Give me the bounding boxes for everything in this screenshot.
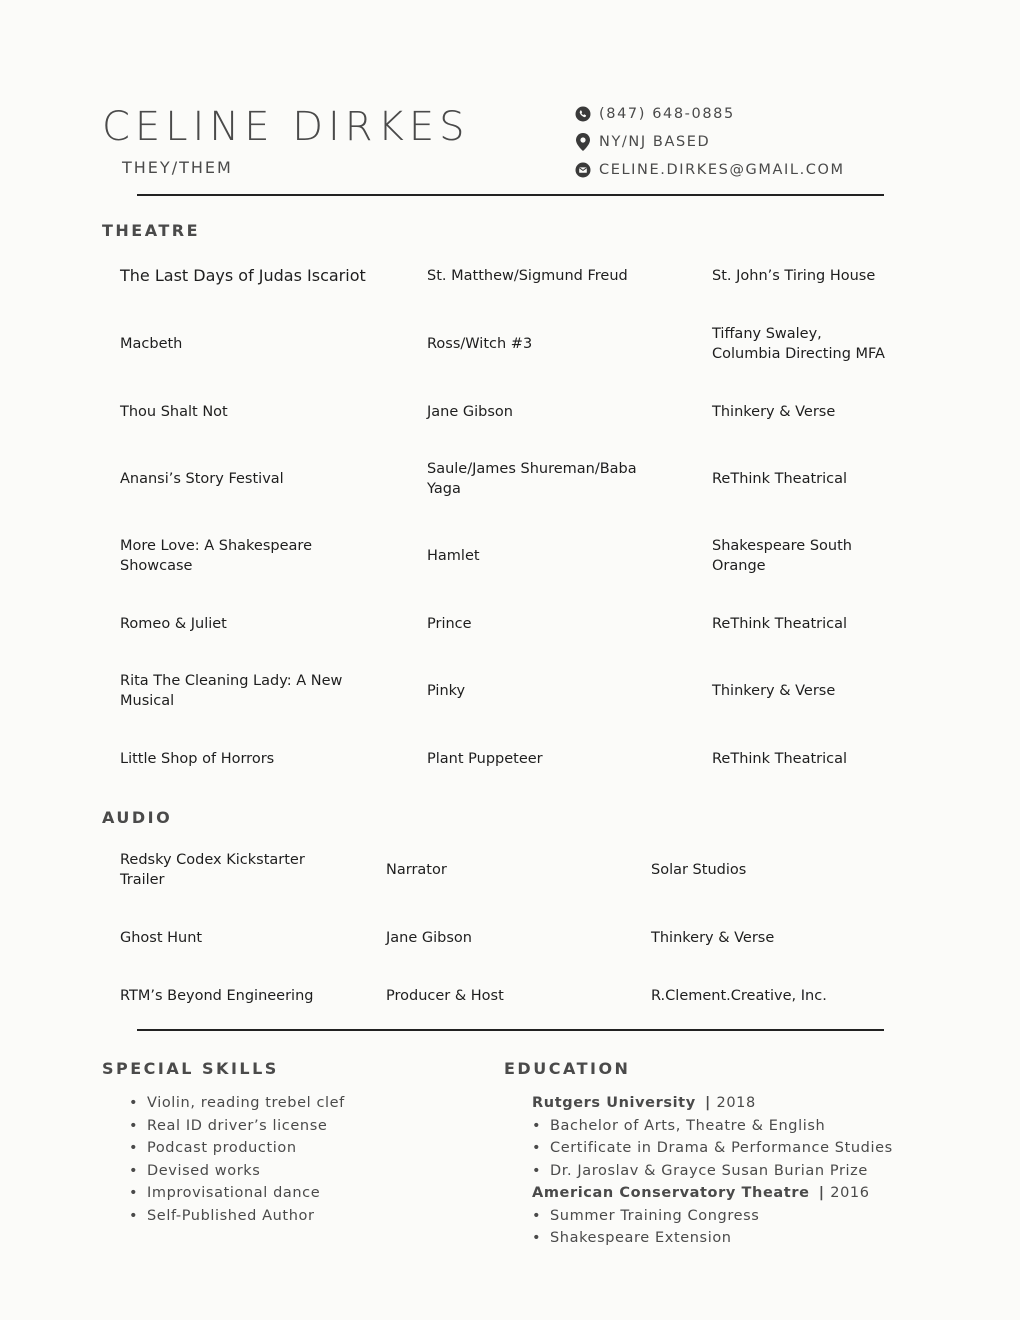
applicant-name: CELINE DIRKES <box>102 104 470 150</box>
list-item: • Shakespeare Extension <box>532 1227 893 1250</box>
school-details <box>532 1205 893 1250</box>
skills-heading: SPECIAL SKILLS <box>102 1059 279 1078</box>
education-list <box>532 1092 893 1250</box>
company: Solar Studios <box>651 862 747 878</box>
role: Jane Gibson <box>386 930 472 946</box>
school-year-bar: | <box>704 1095 717 1111</box>
list-item: • Bachelor of Arts, Theatre & English <box>532 1115 893 1138</box>
company: St. John’s Tiring House <box>712 268 876 284</box>
production-title: Little Shop of Horrors <box>120 751 275 767</box>
role: Ross/Witch #3 <box>427 336 533 352</box>
company: ReThink Theatrical <box>712 751 848 767</box>
production-title: Redsky Codex Kickstarter Trailer <box>120 852 305 888</box>
production-title: Thou Shalt Not <box>120 404 228 420</box>
company: Thinkery & Verse <box>712 404 836 420</box>
school-details <box>532 1115 893 1183</box>
role: Hamlet <box>427 548 480 564</box>
role: Narrator <box>386 862 447 878</box>
list-item: • Certificate in Drama & Performance Studies <box>532 1137 893 1160</box>
contact-location <box>574 128 845 156</box>
list-item: • Self-Published Author <box>129 1205 345 1228</box>
list-item: • Improvisational dance <box>129 1182 345 1205</box>
school-name: Rutgers University <box>532 1095 696 1111</box>
school-year: | 2018 <box>704 1095 756 1111</box>
company: ReThink Theatrical <box>712 616 848 632</box>
phone-icon <box>574 105 592 123</box>
header-divider <box>137 194 884 196</box>
school-entry <box>532 1182 893 1205</box>
education-heading: EDUCATION <box>504 1059 631 1078</box>
school-year-bar: | <box>818 1185 831 1201</box>
list-item: • Summer Training Congress <box>532 1205 893 1228</box>
company: ReThink Theatrical <box>712 471 848 487</box>
company: Thinkery & Verse <box>712 683 836 699</box>
production-title: Anansi’s Story Festival <box>120 471 284 487</box>
company: Shakespeare South Orange <box>712 538 852 574</box>
pronouns: THEY/THEM <box>122 158 233 177</box>
production-title: Rita The Cleaning Lady: A New Musical <box>120 673 343 709</box>
role: Producer & Host <box>386 988 504 1004</box>
location-pin-icon <box>574 133 592 151</box>
audio-heading: AUDIO <box>102 808 173 827</box>
email-address[interactable]: CELINE.DIRKES@GMAIL.COM <box>599 162 845 178</box>
list-item: • Devised works <box>129 1160 345 1183</box>
role: Jane Gibson <box>427 404 513 420</box>
production-title: RTM’s Beyond Engineering <box>120 988 314 1004</box>
role: Saule/James Shureman/Baba Yaga <box>427 461 637 497</box>
skills-list <box>129 1092 345 1227</box>
school-name: American Conservatory Theatre <box>532 1185 810 1201</box>
role: Prince <box>427 616 472 632</box>
list-item: • Violin, reading trebel clef <box>129 1092 345 1115</box>
email-icon <box>574 161 592 179</box>
production-title: Romeo & Juliet <box>120 616 227 632</box>
production-title: More Love: A Shakespeare Showcase <box>120 538 312 574</box>
role: Pinky <box>427 683 466 699</box>
contact-email <box>574 156 845 184</box>
role: Plant Puppeteer <box>427 751 543 767</box>
production-title: Macbeth <box>120 336 183 352</box>
list-item: • Dr. Jaroslav & Grayce Susan Burian Prize <box>532 1160 893 1183</box>
theatre-heading: THEATRE <box>102 221 201 240</box>
list-item: • Podcast production <box>129 1137 345 1160</box>
phone-number: (847) 648-0885 <box>599 106 735 122</box>
school-year: | 2016 <box>818 1185 870 1201</box>
production-title: The Last Days of Judas Iscariot <box>120 266 366 285</box>
role: St. Matthew/Sigmund Freud <box>427 268 628 284</box>
list-item: • Real ID driver’s license <box>129 1115 345 1138</box>
company: Thinkery & Verse <box>651 930 775 946</box>
school-entry <box>532 1092 893 1115</box>
contact-info <box>574 100 845 184</box>
location-text: NY/NJ BASED <box>599 134 711 150</box>
company: Tiffany Swaley, Columbia Directing MFA <box>712 326 885 362</box>
contact-phone <box>574 100 845 128</box>
production-title: Ghost Hunt <box>120 930 203 946</box>
section-divider <box>137 1029 884 1031</box>
company: R.Clement.Creative, Inc. <box>651 988 827 1004</box>
